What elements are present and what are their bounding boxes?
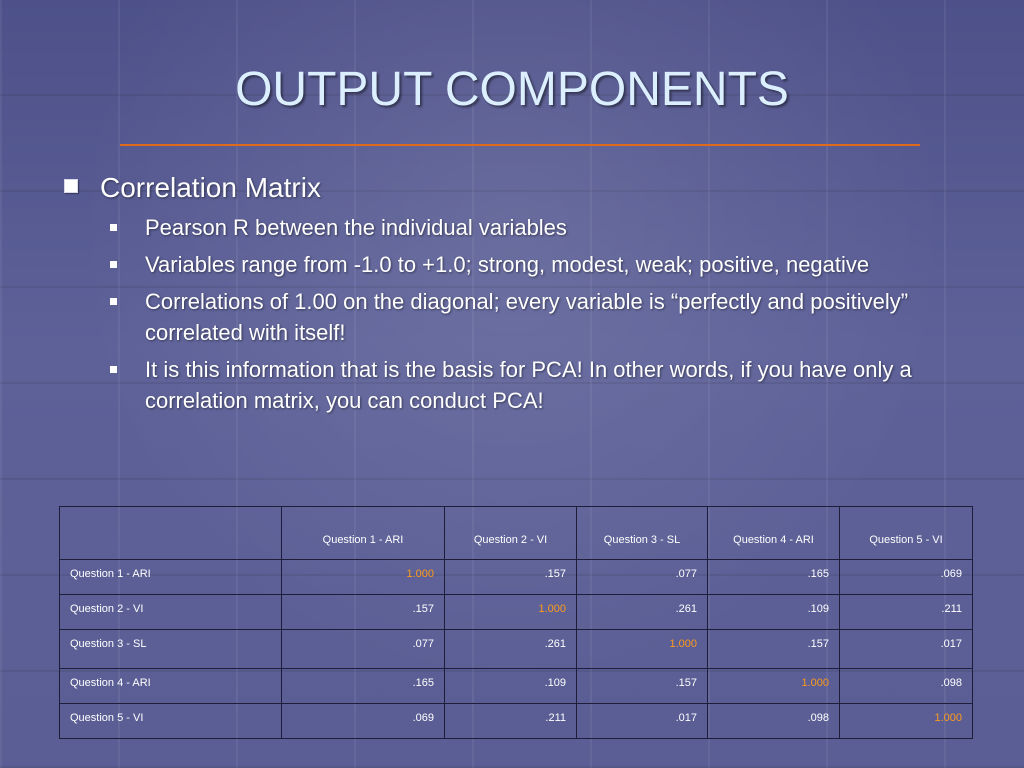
table-cell: .157	[577, 669, 708, 704]
sub-bullet-item	[110, 249, 964, 280]
table-cell: .211	[840, 595, 973, 630]
square-bullet-icon	[110, 261, 117, 268]
table-row	[60, 595, 973, 630]
table-cell: .165	[708, 560, 840, 595]
square-bullet-icon	[64, 179, 78, 193]
table-cell: .261	[577, 595, 708, 630]
table-cell: .157	[282, 595, 445, 630]
diagonal-cell: 1.000	[577, 630, 708, 669]
bullet-text: Correlation Matrix	[100, 172, 321, 203]
bullet-list	[64, 170, 964, 422]
bullet-correlation-matrix	[64, 170, 964, 206]
column-header: Question 2 - VI	[445, 507, 577, 560]
column-header: Question 4 - ARI	[708, 507, 840, 560]
table-cell: .261	[445, 630, 577, 669]
table-cell: .069	[840, 560, 973, 595]
table-cell: .098	[708, 704, 840, 739]
sub-bullet-list	[64, 212, 964, 416]
table-cell: .017	[577, 704, 708, 739]
table-row	[60, 669, 973, 704]
diagonal-cell: 1.000	[840, 704, 973, 739]
row-label: Question 2 - VI	[60, 595, 282, 630]
table-cell: .109	[708, 595, 840, 630]
square-bullet-icon	[110, 224, 117, 231]
column-header: Question 1 - ARI	[282, 507, 445, 560]
table-row	[60, 704, 973, 739]
table-cell: .017	[840, 630, 973, 669]
table-corner-cell	[60, 507, 282, 560]
column-header: Question 3 - SL	[577, 507, 708, 560]
table-cell: .069	[282, 704, 445, 739]
square-bullet-icon	[110, 366, 117, 373]
table-cell: .109	[445, 669, 577, 704]
table-header-row	[60, 507, 973, 560]
sub-bullet-text: Correlations of 1.00 on the diagonal; every variable is “perfectly and positively” correlated with itself!	[145, 289, 909, 345]
sub-bullet-item	[110, 212, 964, 243]
sub-bullet-text: Variables range from -1.0 to +1.0; strong, modest, weak; positive, negative	[145, 252, 870, 277]
diagonal-cell: 1.000	[445, 595, 577, 630]
row-label: Question 4 - ARI	[60, 669, 282, 704]
correlation-matrix-table	[59, 506, 973, 739]
sub-bullet-item	[110, 286, 964, 348]
sub-bullet-text: Pearson R between the individual variables	[145, 215, 567, 240]
table-cell: .157	[708, 630, 840, 669]
column-header: Question 5 - VI	[840, 507, 973, 560]
sub-bullet-text: It is this information that is the basis for PCA! In other words, if you have only a correlation matrix, you can conduct PCA!	[145, 357, 912, 413]
table-row	[60, 630, 973, 669]
table-cell: .157	[445, 560, 577, 595]
table-cell: .165	[282, 669, 445, 704]
row-label: Question 1 - ARI	[60, 560, 282, 595]
table-cell: .077	[577, 560, 708, 595]
table-cell: .211	[445, 704, 577, 739]
diagonal-cell: 1.000	[282, 560, 445, 595]
table-row	[60, 560, 973, 595]
table-cell: .098	[840, 669, 973, 704]
title-divider	[120, 144, 920, 146]
row-label: Question 3 - SL	[60, 630, 282, 669]
square-bullet-icon	[110, 298, 117, 305]
table-cell: .077	[282, 630, 445, 669]
diagonal-cell: 1.000	[708, 669, 840, 704]
slide-title: OUTPUT COMPONENTS	[235, 63, 789, 116]
row-label: Question 5 - VI	[60, 704, 282, 739]
sub-bullet-item	[110, 354, 964, 416]
